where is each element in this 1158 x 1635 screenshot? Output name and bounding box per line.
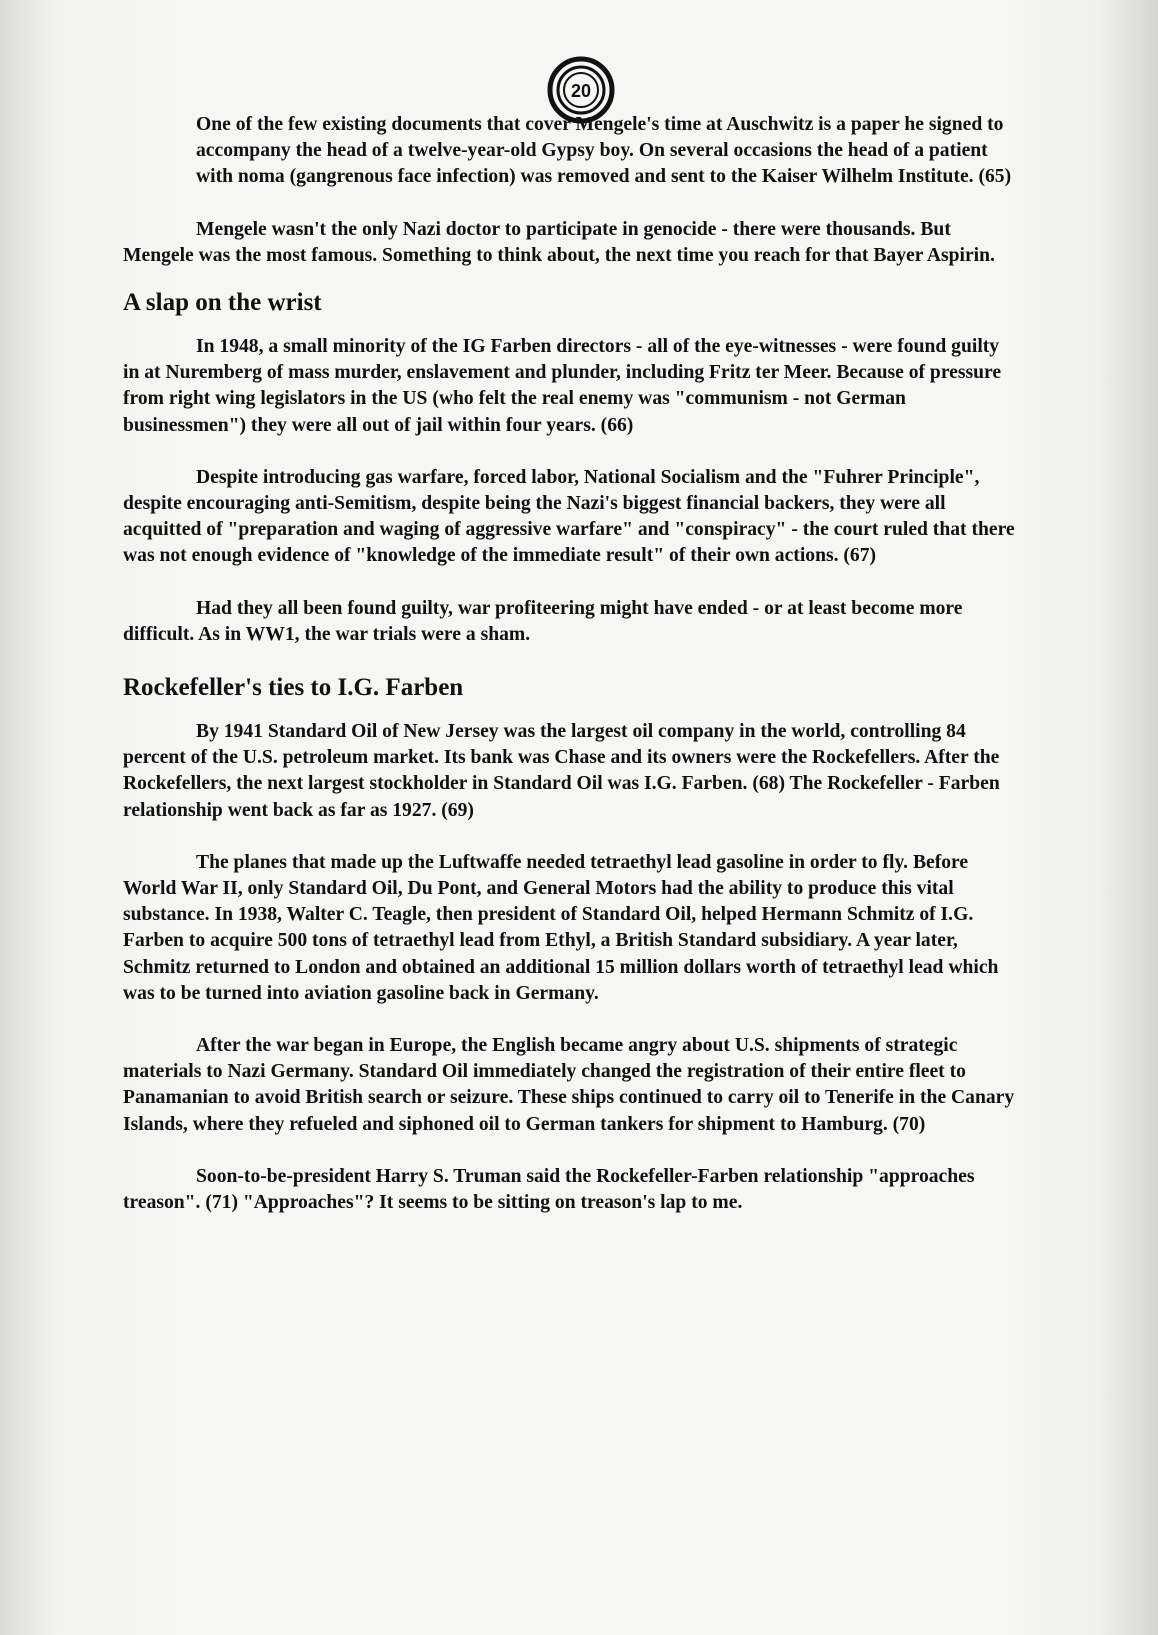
heading-slap-on-wrist: A slap on the wrist (123, 289, 322, 317)
page-number: 20 (570, 81, 592, 101)
scan-left-shadow (0, 0, 55, 1635)
heading-rockefeller-ties: Rockefeller's ties to I.G. Farben (123, 674, 464, 702)
paragraph-standard-oil: By 1941 Standard Oil of New Jersey was the largest oil company in the world, controlling 84 percent of the U.S. petroleum market. Its bank was Chase and its owners were the Rockefellers. After the Rockefellers, the next largest stockholder in Standard Oil was I.G. Farben. (68) The Rockefeller - Farben relationship went back as far as 1927. (69) (123, 721, 1000, 821)
paragraph-war-trials: Had they all been found guilty, war profiteering might have ended - or at least become more difficult. As in WW1, the war trials were a sham. (123, 597, 963, 645)
document-body (123, 112, 1018, 1216)
scan-right-shadow (1098, 0, 1158, 1635)
paragraph-mengele-documents: One of the few existing documents that cover Mengele's time at Auschwitz is a paper he signed to accompany the head of a twelve-year-old Gypsy boy. On several occasions the head of a patient with noma (gangrenous face infection) was removed and sent to the Kaiser Wilhelm Institute. (65) (196, 114, 1012, 188)
paragraph-truman-quote: Soon-to-be-president Harry S. Truman said the Rockefeller-Farben relationship "approaches treason". (71) "Approaches"? It seems to be sitting on treason's lap to me. (123, 1165, 975, 1214)
paragraph-tetraethyl-lead: The planes that made up the Luftwaffe needed tetraethyl lead gasoline in order to fly. Before World War II, only Standard Oil, Du Pont, and General Motors had the ability to produce this vital substance. In 1938, Walter C. Teagle, then president of Standard Oil, helped Hermann Schmitz of I.G. Farben to acquire 500 tons of tetraethyl lead from Ethyl, a British Standard subsidiary. A year later, Schmitz returned to London and obtained an additional 15 million dollars worth of tetraethyl lead which was to be turned into aviation gasoline back in Germany. (123, 851, 999, 1004)
paragraph-mengele-doctors: Mengele wasn't the only Nazi doctor to participate in genocide - there were thousands. But Mengele was the most famous. Something to think about, the next time you reach for that Bayer Aspirin. (123, 218, 995, 266)
paragraph-acquittal: Despite introducing gas warfare, forced labor, National Socialism and the "Fuhrer Principle", despite encouraging anti-Semitism, despite being the Nazi's biggest financial backers, they were all acquitted of "preparation and waging of aggressive warfare" and "conspiracy" - the court ruled that there was not enough evidence of "knowledge of the immediate result" of their own actions. (67) (123, 466, 1015, 567)
paragraph-nuremberg-verdict: In 1948, a small minority of the IG Farben directors - all of the eye-witnesses - were found guilty in at Nuremberg of mass murder, enslavement and plunder, including Fritz ter Meer. Because of pressure from right wing legislators in the US (who felt the real enemy was "communism - not German businessmen") they were all out of jail within four years. (66) (123, 336, 1002, 436)
paragraph-panamanian-fleet: After the war began in Europe, the English became angry about U.S. shipments of strategic materials to Nazi Germany. Standard Oil immediately changed the registration of their entire fleet to Panamanian to avoid British search or seizure. These ships continued to carry oil to Tenerife in the Canary Islands, where they refueled and siphoned oil to German tankers for shipment to Hamburg. (70) (123, 1035, 1015, 1135)
